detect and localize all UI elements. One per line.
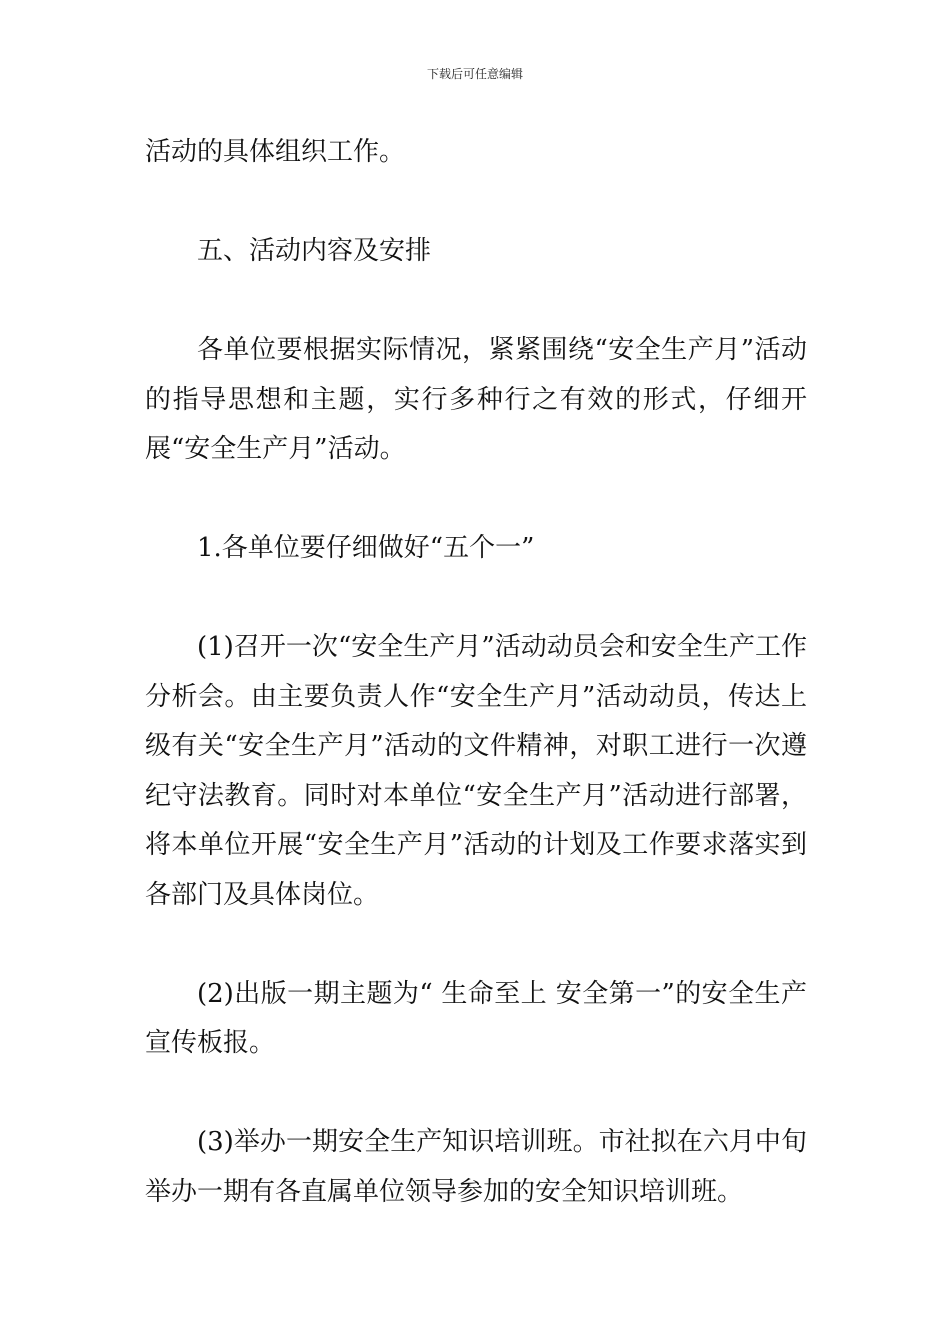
document-body [145, 128, 807, 1217]
section-heading-five: 五、活动内容及安排 [197, 236, 432, 266]
list-item-3: (3)举办一期安全生产知识培训班。市社拟在六月中旬举办一期有各直属单位领导参加的安全知识培训班。 [145, 1127, 807, 1207]
subheading-five-ones: 1.各单位要仔细做好“五个一” [197, 533, 535, 563]
page-header: 下载后可任意编辑 [426, 67, 523, 81]
paragraph-continuation: 活动的具体组织工作。 [145, 137, 406, 167]
list-item-2: (2)出版一期主题为“ 生命至上 安全第一”的安全生产宣传板报。 [145, 978, 807, 1058]
paragraph-intro: 各单位要根据实际情况，紧紧围绕“安全生产月”活动的指导思想和主题，实行多种行之有效的形式，仔细开展“安全生产月”活动。 [145, 335, 807, 464]
list-item-1: (1)召开一次“安全生产月”活动动员会和安全生产工作分析会。由主要负责人作“安全生产月”活动动员，传达上级有关“安全生产月”活动的文件精神，对职工进行一次遵纪守法教育。同时对本单位“安全生产月”活动进行部署，将本单位开展“安全生产月”活动的计划及工作要求落实到各部门及具体岗位。 [145, 632, 807, 910]
